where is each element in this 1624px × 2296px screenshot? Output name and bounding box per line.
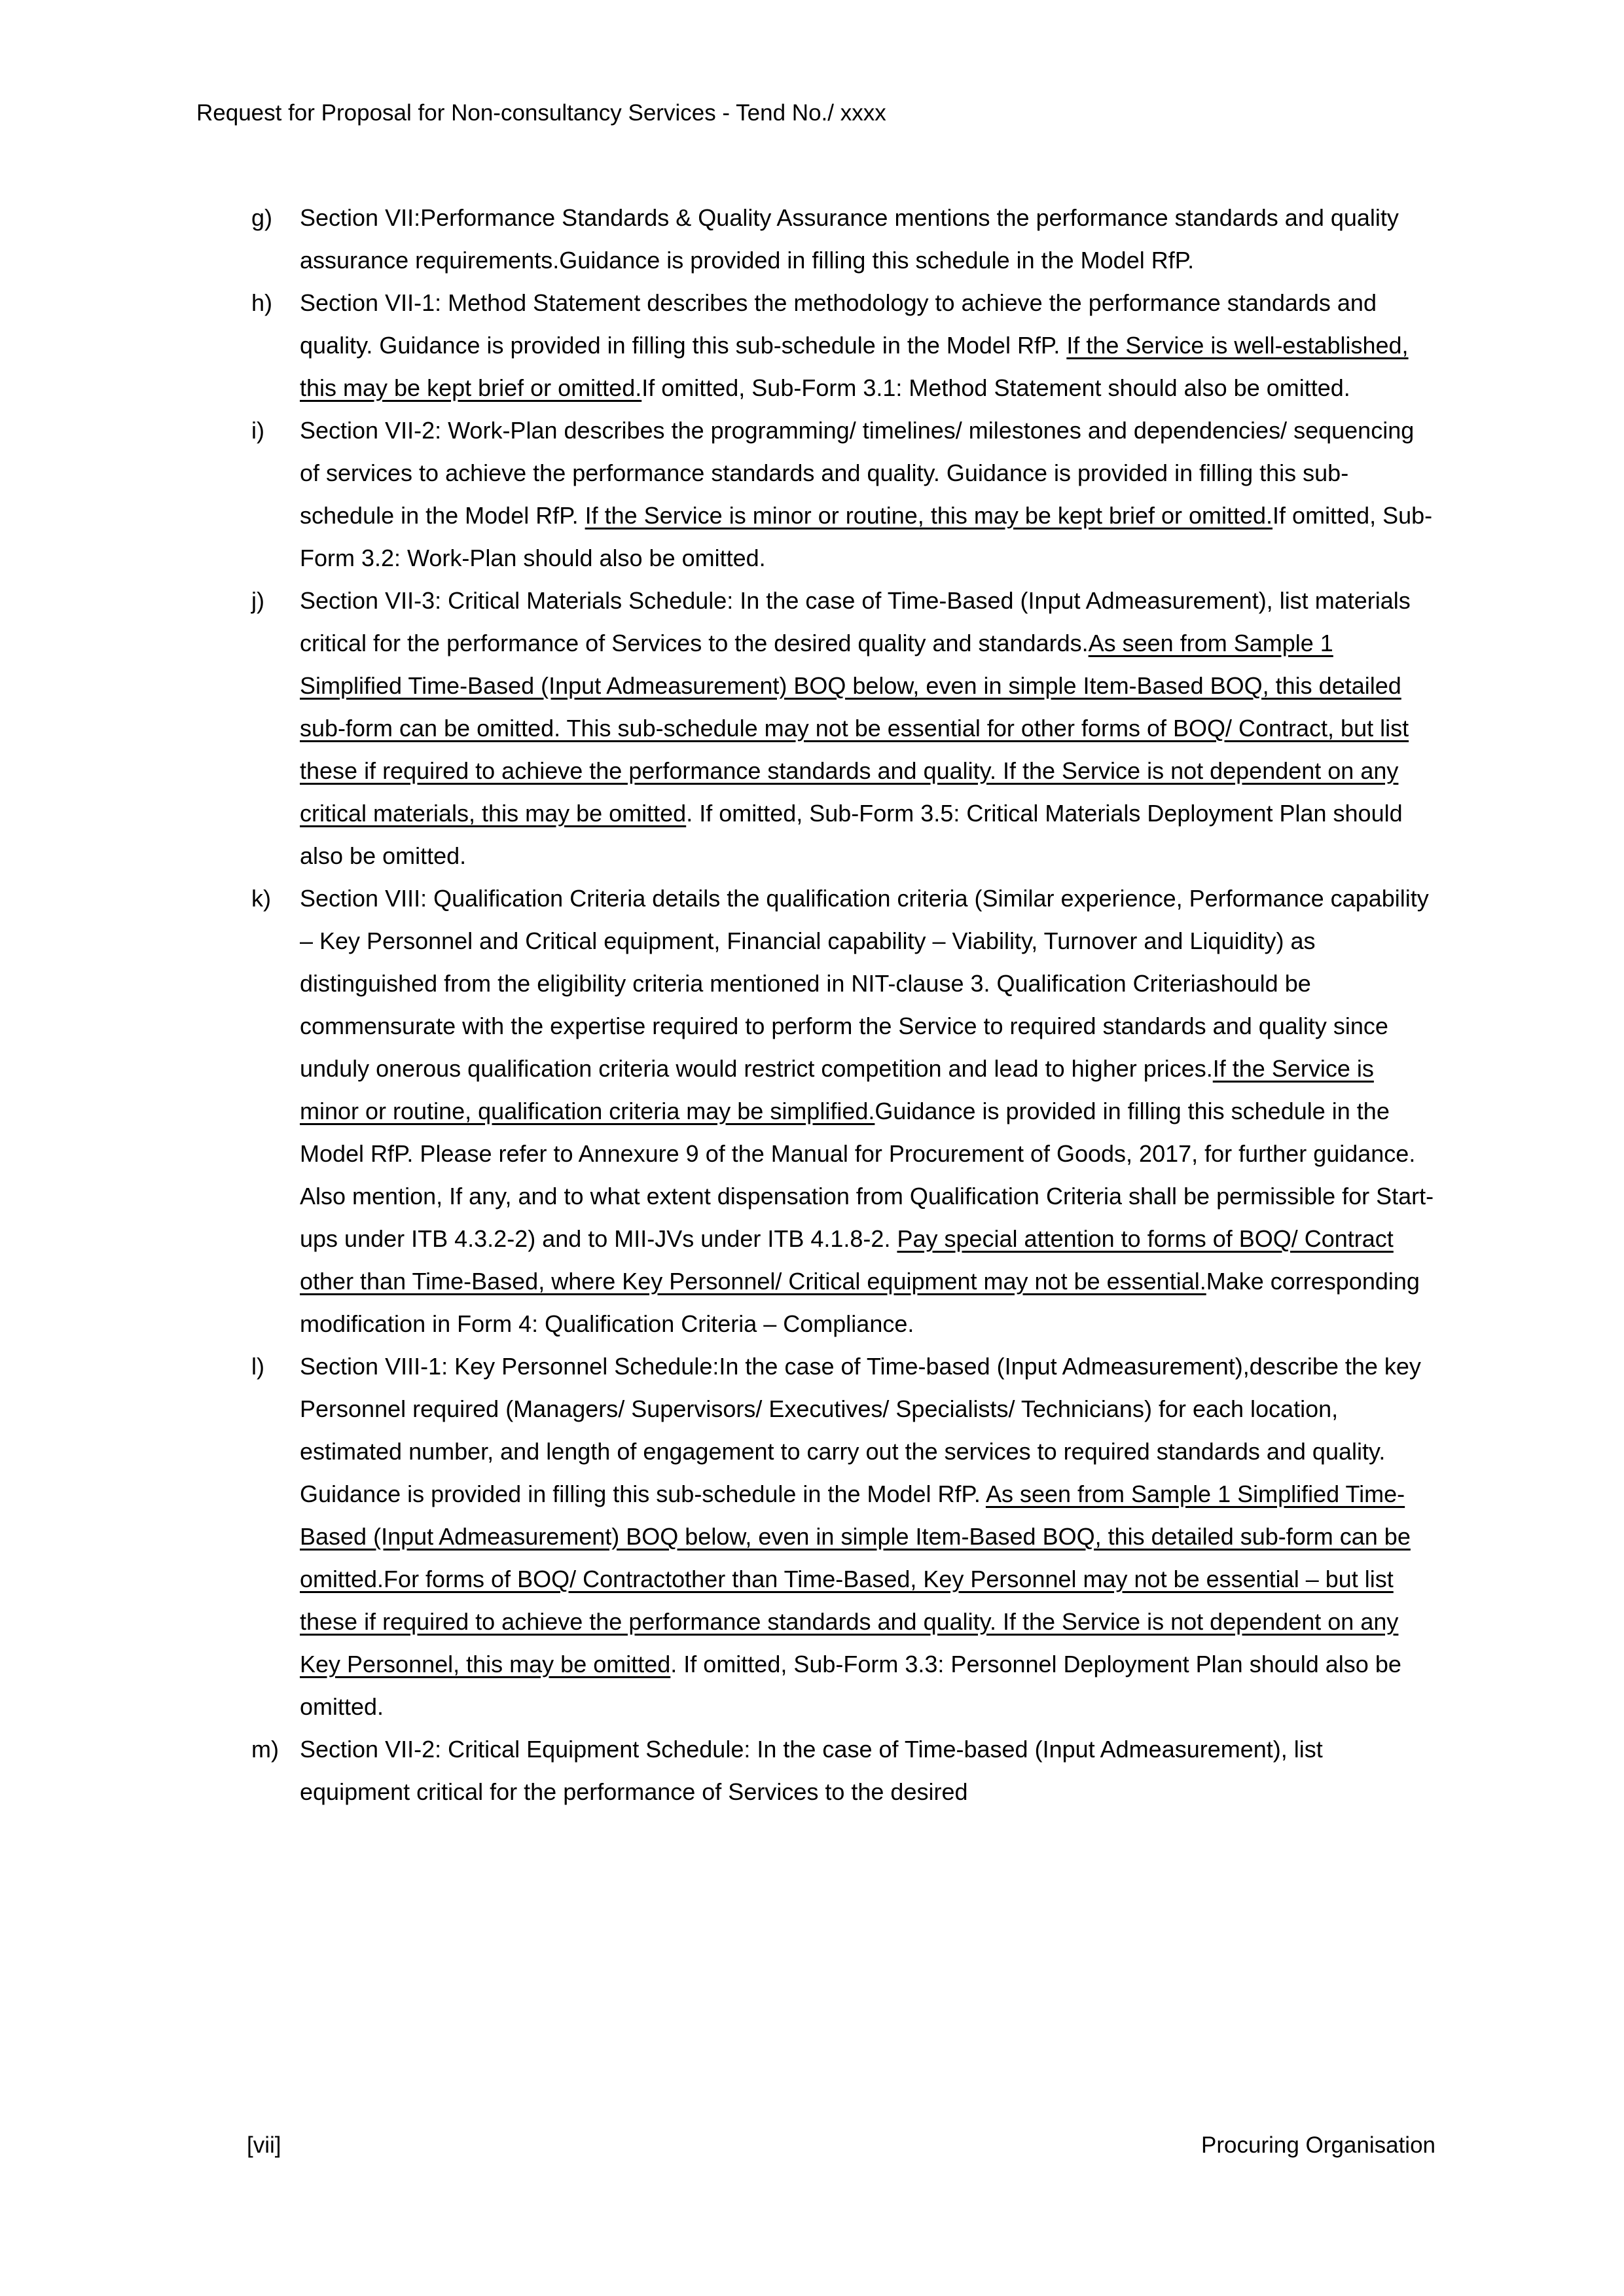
underlined-text-segment: As seen from Sample 1 Simplified Time-Based (Input Admeasurement) BOQ below, even in simple Item-Based BOQ, this detailed sub-form can be omitted.For forms of BOQ/ Contractother than Time-Based, Key Personnel may not be essential – but list these if required to achieve the performance standards and quality. If the Service is not dependent on any Key Personnel, this may be omitted (300, 1480, 1411, 1677)
text-segment: Guidance is provided in filling this schedule in the Model RfP. Please refer to Annexure 9 of the Manual for Procurement of Goods, 2017, for further guidance. Also mention, If any, and to what extent dispensation from Qualification Criteria shall be permissible for Start-ups under ITB 4.3.2-2) and to MII-JVs under ITB 4.1.8-2. (300, 1098, 1434, 1252)
list-item-marker: k) (251, 885, 271, 912)
text-segment: If omitted, Sub-Form 3.1: Method Statement should also be omitted. (641, 374, 1350, 401)
list-item-marker: h) (251, 289, 273, 316)
text-segment: . If omitted, Sub-Form 3.3: Personnel Deployment Plan should also be omitted. (300, 1651, 1401, 1720)
underlined-text-segment: If the Service is well-established, this may be kept brief or omitted. (300, 332, 1409, 401)
list-item (251, 409, 1436, 579)
text-segment: . If omitted, Sub-Form 3.5: Critical Materials Deployment Plan should also be omitted. (300, 800, 1403, 869)
underlined-text-segment: If the Service is minor or routine, qualification criteria may be simplified. (300, 1055, 1374, 1124)
list-item-text (300, 409, 1436, 579)
footer-organisation: Procuring Organisation (1201, 2132, 1435, 2158)
list-item (251, 877, 1436, 1345)
list-item-text (300, 1728, 1436, 1813)
list-item-marker: g) (251, 204, 273, 231)
list-item (251, 1345, 1436, 1728)
list-item (251, 1728, 1436, 1813)
list-item-text (300, 196, 1436, 281)
underlined-text-segment: If the Service is minor or routine, this may be kept brief or omitted. (585, 502, 1273, 529)
text-segment: Section VIII-1: Key Personnel Schedule:In the case of Time-based (Input Admeasurement),describe the key Personnel required (Managers/ Supervisors/ Executives/ Specialists/ Technicians) for each location, estimated number, and length of engagement to carry out the services to required standards and quality. Guidance is provided in filling this sub-schedule in the Model RfP. (300, 1353, 1421, 1507)
text-segment: Section VII-3: Critical Materials Schedule: In the case of Time-Based (Input Admeasurement), list materials critical for the performance of Services to the desired quality and standards. (300, 587, 1411, 656)
list-item-marker: j) (251, 587, 264, 614)
text-segment: Section VII-1: Method Statement describes the methodology to achieve the performance standards and quality. Guidance is provided in filling this sub-schedule in the Model RfP. (300, 289, 1377, 359)
list-item-marker: l) (251, 1353, 264, 1380)
lettered-list (251, 196, 1436, 1813)
list-item (251, 281, 1436, 409)
list-item-text (300, 281, 1436, 409)
text-segment: Section VII-2: Work-Plan describes the programming/ timelines/ milestones and dependencies/ sequencing of services to achieve the performance standards and quality. Guidance is provided in filling this sub-schedule in the Model RfP. (300, 417, 1415, 529)
list-item-marker: i) (251, 417, 264, 444)
text-segment: Section VII-2: Critical Equipment Schedule: In the case of Time-based (Input Admeasurement), list equipment critical for the performance of Services to the desired (300, 1736, 1323, 1805)
list-item-text (300, 877, 1436, 1345)
underlined-text-segment: Pay special attention to forms of BOQ/ Contract other than Time-Based, where Key Personnel/ Critical equipment may not be essential. (300, 1225, 1394, 1295)
list-item-text (300, 1345, 1436, 1728)
list-item-marker: m) (251, 1736, 279, 1763)
text-segment: Make corresponding modification in Form 4: Qualification Criteria – Compliance. (300, 1268, 1420, 1337)
text-segment: If omitted, Sub-Form 3.2: Work-Plan should also be omitted. (300, 502, 1433, 571)
page-number: [vii] (247, 2132, 281, 2158)
text-segment: Section VII:Performance Standards & Quality Assurance mentions the performance standards and quality assurance requirements.Guidance is provided in filling this schedule in the Model RfP. (300, 204, 1399, 274)
list-item (251, 579, 1436, 877)
list-item-text (300, 579, 1436, 877)
text-segment: Section VIII: Qualification Criteria details the qualification criteria (Similar experience, Performance capability – Key Personnel and Critical equipment, Financial capability – Viability, Turnover and Liquidity) as distinguished from the eligibility criteria mentioned in NIT-clause 3. Qualification Criteriashould be commensurate with the expertise required to perform the Service to required standards and quality since unduly onerous qualification criteria would restrict competition and lead to higher prices. (300, 885, 1429, 1082)
underlined-text-segment: As seen from Sample 1 Simplified Time-Based (Input Admeasurement) BOQ below, even in simple Item-Based BOQ, this detailed sub-form can be omitted. This sub-schedule may not be essential for other forms of BOQ/ Contract, but list these if required to achieve the performance standards and quality. If the Service is not dependent on any critical materials, this may be omitted (300, 630, 1409, 827)
list-item (251, 196, 1436, 281)
page-footer (247, 2132, 1435, 2159)
page-header-title: Request for Proposal for Non-consultancy Services - Tend No./ xxxx (196, 100, 886, 126)
